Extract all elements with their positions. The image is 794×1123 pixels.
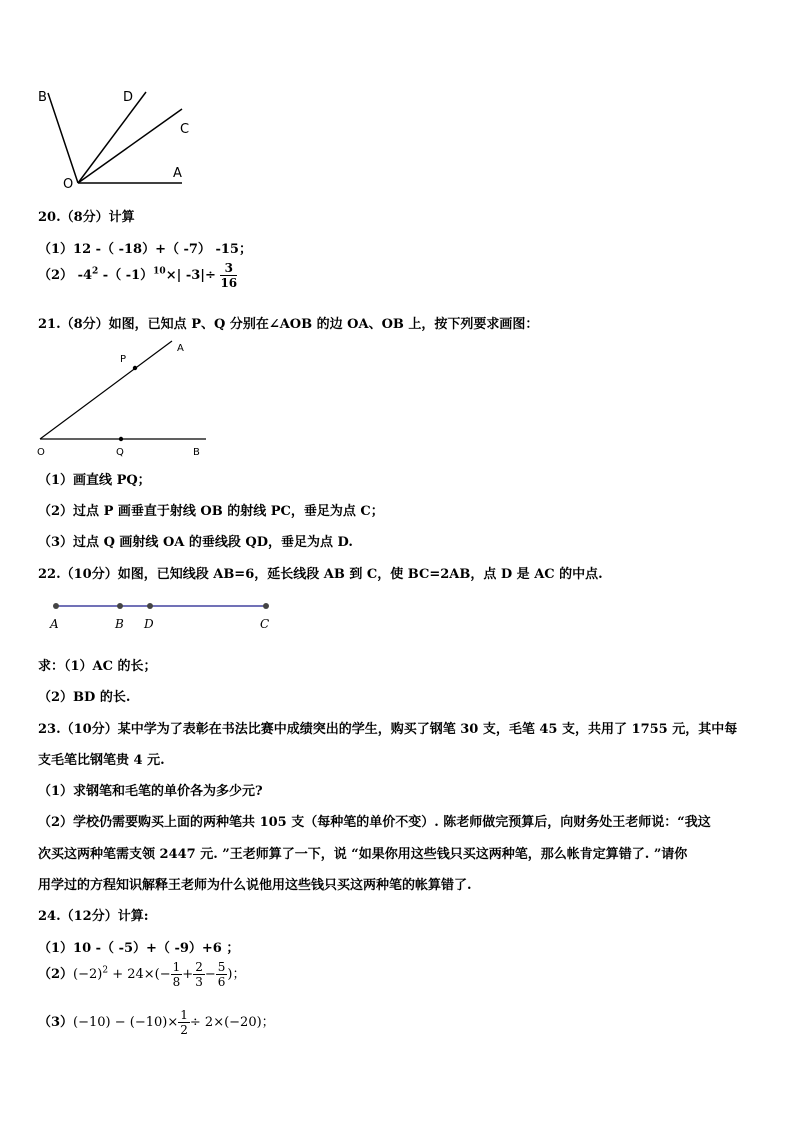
q24-part3: （3）(−10) − (−10)× $\frac{1}{2}$ ÷ 2×(−20)； (38, 1008, 275, 1037)
label-D: D (123, 90, 134, 105)
label-A: A (173, 166, 182, 181)
label-P: P (120, 354, 127, 365)
q22-ask1: 求：（1）AC 的长； (38, 659, 157, 674)
q21-step1: （1）画直线 PQ； (38, 473, 151, 488)
q24-part1: （1）10 -（ -5）+（ -9）+6 ； (38, 941, 240, 956)
q23-sub1: （1）求钢笔和毛笔的单价各为多少元? (38, 784, 263, 799)
fraction-1-8: $\frac{1}{8}$ (172, 960, 181, 989)
q23-line2: 支毛笔比钢笔贵 4 元. (38, 753, 165, 768)
label-D: D (144, 617, 154, 631)
fraction-2-3: $\frac{2}{3}$ (195, 960, 203, 989)
fraction-3-16: $\frac{3}{16}$ (220, 261, 238, 290)
label-O: O (37, 447, 45, 458)
q20-part1: （1）12 -（ -18）+（ -7） -15； (38, 242, 252, 257)
label-Q: Q (116, 447, 124, 458)
q24-heading: 24.（12分）计算: (38, 909, 149, 924)
q21-step2: （2）过点 P 画垂直于射线 OB 的射线 PC，垂足为点 C； (38, 504, 384, 519)
q23-sub2-line1: （2）学校仍需要购买上面的两种笔共 105 支（每种笔的单价不变）. 陈老师做完预算后，向财务处王老师说：“我这 (38, 815, 711, 830)
q21-heading: 21.（8分）如图，已知点 P、Q 分别在∠AOB 的边 OA、OB 上，按下列要求画图： (38, 317, 539, 332)
label-C: C (260, 617, 270, 631)
label-B: B (115, 617, 124, 631)
label-C: C (180, 122, 190, 137)
q24-part2: $(2)(-2)^2 + 24\times(-$ $\frac{1}{8}$ + $\frac{2}{3}$ − $\frac{5}{6}$ )； (38, 960, 246, 989)
q20-heading: 20.（8分）计算 (38, 210, 135, 225)
q23-sub2-line2: 次买这两种笔需支领 2447 元. ”王老师算了一下，说 “如果你用这些钱只买这两种笔，那么帐肯定算错了. ”请你 (38, 847, 688, 862)
segment-figure-q22 (40, 596, 300, 636)
q21-step3: （3）过点 Q 画射线 OA 的垂线段 QD，垂足为点 D. (38, 535, 353, 550)
q23-sub2-line3: 用学过的方程知识解释王老师为什么说他用这些钱只买这两种笔的帐算错了. (38, 878, 472, 893)
q22-heading: 22.（10分）如图，已知线段 AB=6，延长线段 AB 到 C，使 BC=2AB，点 D 是 AC 的中点. (38, 567, 603, 582)
label-A: A (177, 343, 184, 354)
label-O: O (63, 177, 74, 192)
label-B: B (193, 447, 200, 458)
angle-figure-q19 (30, 85, 230, 195)
label-B: B (38, 90, 47, 105)
q22-ask2: （2）BD 的长. (38, 690, 131, 705)
fraction-1-2: $\frac{1}{2}$ (180, 1008, 188, 1037)
fraction-5-6: $\frac{5}{6}$ (217, 960, 226, 989)
q23-line1: 23.（10分）某中学为了表彰在书法比赛中成绩突出的学生，购买了钢笔 30 支，毛笔 45 支，共用了 1755 元，其中每 (38, 722, 738, 737)
angle-figure-q21 (30, 338, 230, 463)
label-A: A (50, 617, 59, 631)
q20-part2: （2） $-4^2$ -（ -1）$^{10}$×| -3|÷ $\frac{3}{16}$ (38, 261, 238, 290)
